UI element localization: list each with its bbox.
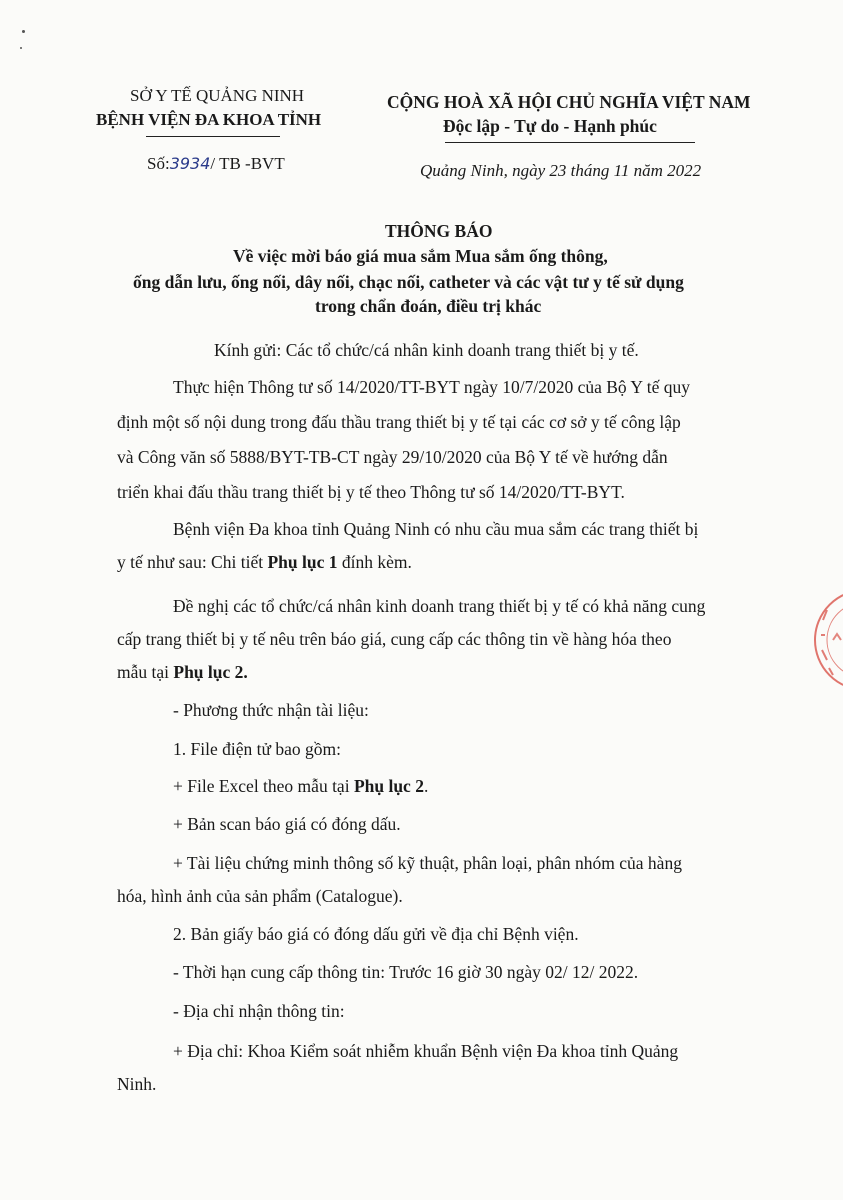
para2-line1: Bệnh viện Đa khoa tỉnh Quảng Ninh có nhu cầu mua sắm các trang thiết bị: [173, 519, 699, 539]
doc-no-prefix: Số:: [147, 154, 170, 173]
address-line2: Ninh.: [117, 1074, 157, 1094]
method-excel: [173, 776, 428, 797]
doc-no-handwritten: 3934: [169, 154, 211, 173]
method-item2: 2. Bản giấy báo giá có đóng dấu gửi về địa chỉ Bệnh viện.: [173, 924, 579, 944]
para1-line2: định một số nội dung trong đấu thầu trang thiết bị y tế tại các cơ sở y tế công lập: [117, 412, 681, 432]
scan-speck: [22, 30, 25, 33]
notice-subject-line1: Về việc mời báo giá mua sắm Mua sắm ống thông,: [233, 246, 608, 266]
place-date: Quảng Ninh, ngày 23 tháng 11 năm 2022: [420, 161, 702, 180]
issuer-hospital: BỆNH VIỆN ĐA KHOA TỈNH: [96, 110, 322, 129]
national-motto: Độc lập - Tự do - Hạnh phúc: [443, 116, 657, 136]
method-excel-a: + File Excel theo mẫu tại: [173, 776, 354, 796]
method-item1: 1. File điện tử bao gồm:: [173, 739, 341, 759]
address-heading: - Địa chỉ nhận thông tin:: [173, 1001, 345, 1021]
scan-speck: [20, 47, 22, 49]
national-title: CỘNG HOÀ XÃ HỘI CHỦ NGHĨA VIỆT NAM: [387, 92, 751, 112]
para2-text-c: đính kèm.: [337, 552, 412, 572]
recipient-line: Kính gửi: Các tổ chức/cá nhân kinh doanh trang thiết bị y tế.: [214, 340, 639, 360]
issuer-department: SỞ Y TẾ QUẢNG NINH: [130, 86, 305, 105]
appendix1-ref: Phụ lục 1: [267, 552, 338, 572]
notice-subject-line2: ống dẫn lưu, ống nối, dây nối, chạc nối, catheter và các vật tư y tế sử dụng: [133, 272, 684, 292]
para3-line3: [117, 662, 248, 683]
document-number: [147, 154, 285, 174]
method-docs-line1: + Tài liệu chứng minh thông số kỹ thuật, phân loại, phân nhóm của hàng: [173, 853, 682, 873]
para3-line2: cấp trang thiết bị y tế nêu trên báo giá, cung cấp các thông tin về hàng hóa theo: [117, 629, 672, 649]
para1-line1: Thực hiện Thông tư số 14/2020/TT-BYT ngày 10/7/2020 của Bộ Y tế quy: [173, 377, 691, 397]
method-heading: - Phương thức nhận tài liệu:: [173, 700, 369, 720]
method-scan: + Bản scan báo giá có đóng dấu.: [173, 814, 401, 834]
appendix2-ref: Phụ lục 2.: [173, 662, 248, 682]
address-line1: + Địa chỉ: Khoa Kiểm soát nhiễm khuẩn Bệnh viện Đa khoa tỉnh Quảng: [173, 1041, 679, 1061]
para2-line2: [117, 552, 412, 573]
para3-text-a: mẫu tại: [117, 662, 174, 682]
motto-underline: [445, 142, 695, 143]
notice-subject-line3: trong chẩn đoán, điều trị khác: [315, 296, 542, 316]
deadline-line: - Thời hạn cung cấp thông tin: Trước 16 giờ 30 ngày 02/ 12/ 2022.: [173, 962, 639, 982]
para3-line1: Đề nghị các tổ chức/cá nhân kinh doanh trang thiết bị y tế có khả năng cung: [173, 596, 706, 616]
issuer-underline: [146, 136, 280, 137]
appendix2-ref-2: Phụ lục 2: [353, 776, 424, 796]
doc-no-suffix: / TB -BVT: [210, 154, 285, 173]
method-excel-c: .: [423, 776, 429, 796]
method-docs-line2: hóa, hình ảnh của sản phẩm (Catalogue).: [117, 886, 403, 906]
notice-title: THÔNG BÁO: [385, 221, 493, 241]
para1-line3: và Công văn số 5888/BYT-TB-CT ngày 29/10/2020 của Bộ Y tế về hướng dẫn: [117, 447, 668, 467]
para2-text-a: y tế như sau: Chi tiết: [117, 552, 268, 572]
red-seal-partial: [803, 580, 843, 700]
para1-line4: triển khai đấu thầu trang thiết bị y tế theo Thông tư số 14/2020/TT-BYT.: [117, 482, 625, 502]
